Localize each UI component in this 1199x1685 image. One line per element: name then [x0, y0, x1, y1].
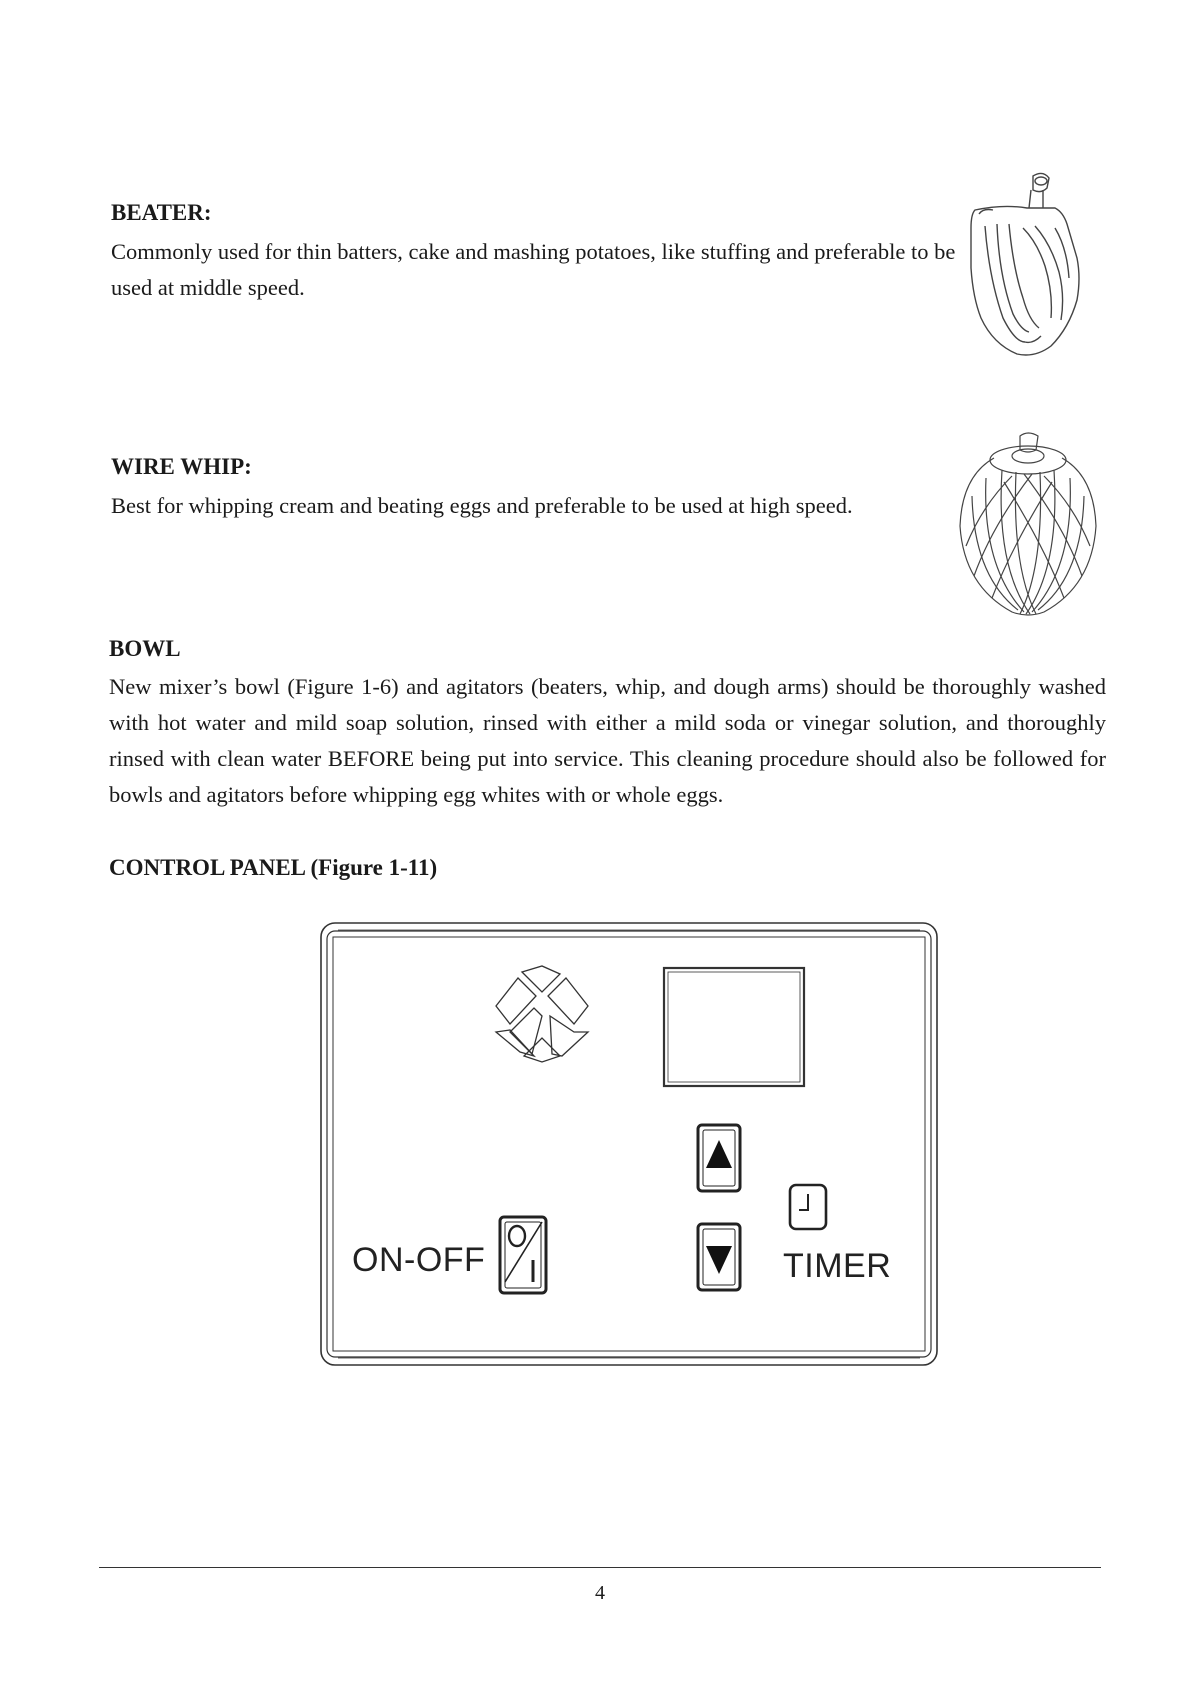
- control-panel-illustration: [318, 920, 940, 1368]
- up-arrow-button: [698, 1125, 740, 1191]
- down-arrow-button: [698, 1224, 740, 1290]
- clock-icon: [790, 1185, 826, 1229]
- control-panel-heading: CONTROL PANEL (Figure 1-11): [109, 855, 438, 880]
- beater-description: Commonly used for thin batters, cake and mashing potatoes, like stuffing and preferable to be used at middle speed.: [111, 239, 956, 300]
- speed-indicator-icon: [496, 966, 588, 1062]
- on-off-label: ON-OFF: [352, 1241, 486, 1279]
- page-number: 4: [595, 1582, 605, 1604]
- beater-illustration: [963, 168, 1091, 380]
- wire-whip-illustration: [952, 426, 1104, 622]
- footer-rule: [99, 1567, 1101, 1568]
- wire-whip-heading: WIRE WHIP:: [111, 454, 252, 479]
- wire-whip-description: Best for whipping cream and beating eggs and preferable to be used at high speed.: [111, 493, 853, 518]
- power-toggle-icon: [500, 1217, 546, 1293]
- beater-heading: BEATER:: [111, 200, 212, 225]
- display-window: [664, 968, 804, 1086]
- timer-label: TIMER: [783, 1247, 892, 1285]
- bowl-description: New mixer’s bowl (Figure 1-6) and agitators (beaters, whip, and dough arms) should be thoroughly washed with hot water and mild soap solution, rinsed with either a mild soda or vinegar solution, and thoroughly rinsed with clean water BEFORE being put into service. This cleaning procedure should also be followed for bowls and agitators before whipping egg whites with or whole eggs.: [109, 674, 1106, 807]
- bowl-heading: BOWL: [109, 636, 181, 661]
